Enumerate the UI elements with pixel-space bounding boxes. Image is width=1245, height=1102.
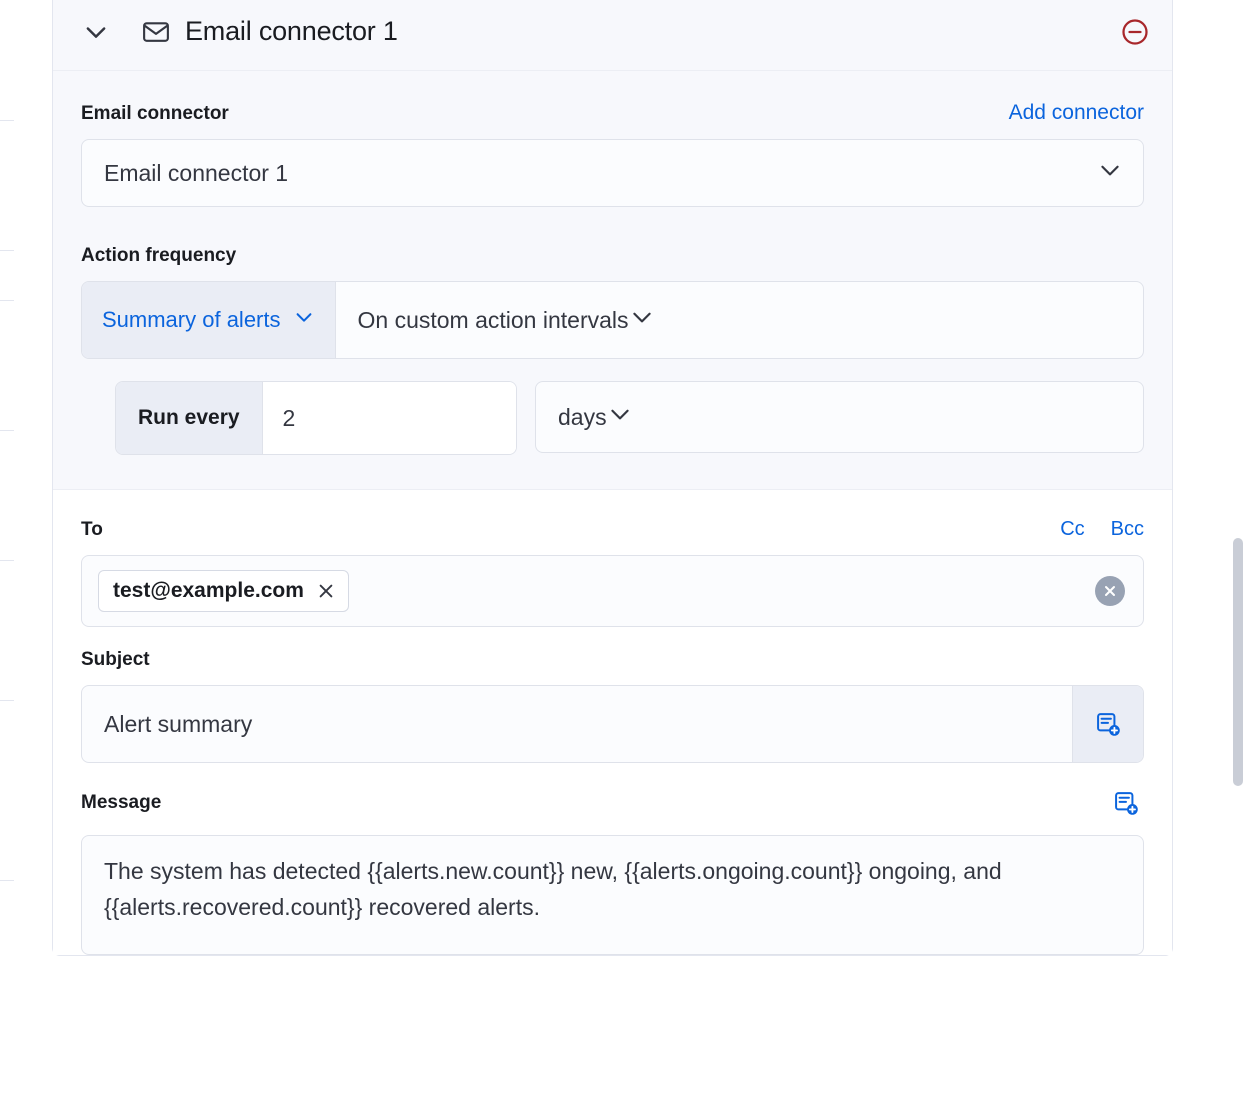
to-combobox[interactable] xyxy=(81,555,1144,627)
chevron-down-icon[interactable] xyxy=(79,15,113,49)
recipient-pill[interactable] xyxy=(98,570,349,612)
gutter-divider xyxy=(0,250,14,251)
chevron-down-icon xyxy=(607,401,633,433)
action-interval-select[interactable] xyxy=(336,282,1144,358)
connector-label-row xyxy=(81,101,1144,125)
run-every-row xyxy=(81,381,1144,455)
bcc-link[interactable]: Bcc xyxy=(1110,518,1144,540)
gutter-divider xyxy=(0,430,14,431)
action-frequency-label: Action frequency xyxy=(81,245,237,266)
subject-label: Subject xyxy=(81,649,150,670)
run-every-label: Run every xyxy=(116,382,263,454)
subject-input[interactable]: Alert summary xyxy=(104,710,253,737)
connector-settings-section xyxy=(53,71,1172,490)
message-textarea[interactable]: The system has detected {{alerts.new.count}} new, {{alerts.ongoing.count}} ongoing, and {{alerts.recovered.count}} recovered alerts. xyxy=(81,835,1144,955)
envelope-icon xyxy=(141,17,171,47)
close-icon[interactable] xyxy=(316,581,336,601)
to-label-row xyxy=(81,518,1144,541)
connector-label: Email connector xyxy=(81,103,229,124)
scrollbar-track[interactable] xyxy=(1231,0,1245,1102)
email-connector-card xyxy=(52,0,1173,956)
subject-field[interactable] xyxy=(81,685,1144,763)
spacer xyxy=(81,763,1144,785)
spacer xyxy=(81,207,1144,245)
run-every-number-field[interactable] xyxy=(115,381,517,455)
recipient-email: test@example.com xyxy=(113,579,304,602)
gutter-divider xyxy=(0,120,14,121)
run-every-unit-value: days xyxy=(558,403,607,430)
card-header xyxy=(53,0,1172,71)
to-label: To xyxy=(81,519,103,540)
chevron-down-icon xyxy=(293,306,315,334)
summary-of-alerts-toggle[interactable] xyxy=(82,282,336,358)
chevron-down-icon xyxy=(629,304,655,336)
left-gutter xyxy=(0,0,52,1102)
gutter-divider xyxy=(0,880,14,881)
spacer xyxy=(81,627,1144,649)
run-every-unit-select[interactable] xyxy=(535,381,1144,453)
gutter-divider xyxy=(0,700,14,701)
minus-circle-icon[interactable] xyxy=(1120,17,1150,47)
gutter-divider xyxy=(0,300,14,301)
chevron-down-icon xyxy=(1097,157,1123,189)
connector-select[interactable] xyxy=(81,139,1144,207)
scrollbar-thumb[interactable] xyxy=(1233,538,1243,786)
add-variable-icon[interactable] xyxy=(1072,686,1143,762)
summary-of-alerts-label: Summary of alerts xyxy=(102,307,281,332)
card-title: Email connector 1 xyxy=(185,16,398,46)
cc-link[interactable]: Cc xyxy=(1060,518,1085,540)
action-frequency-control xyxy=(81,281,1144,359)
add-connector-link[interactable]: Add connector xyxy=(1008,101,1144,124)
message-label-row xyxy=(81,785,1144,821)
cc-bcc-links xyxy=(1060,518,1144,541)
email-body-section xyxy=(53,490,1172,955)
run-every-input[interactable]: 2 xyxy=(263,382,516,454)
clear-circle-icon[interactable] xyxy=(1095,576,1125,606)
add-variable-icon[interactable] xyxy=(1108,785,1144,821)
action-interval-value: On custom action intervals xyxy=(357,306,629,333)
gutter-divider xyxy=(0,560,14,561)
message-label: Message xyxy=(81,792,162,813)
connector-select-value: Email connector 1 xyxy=(104,159,289,186)
